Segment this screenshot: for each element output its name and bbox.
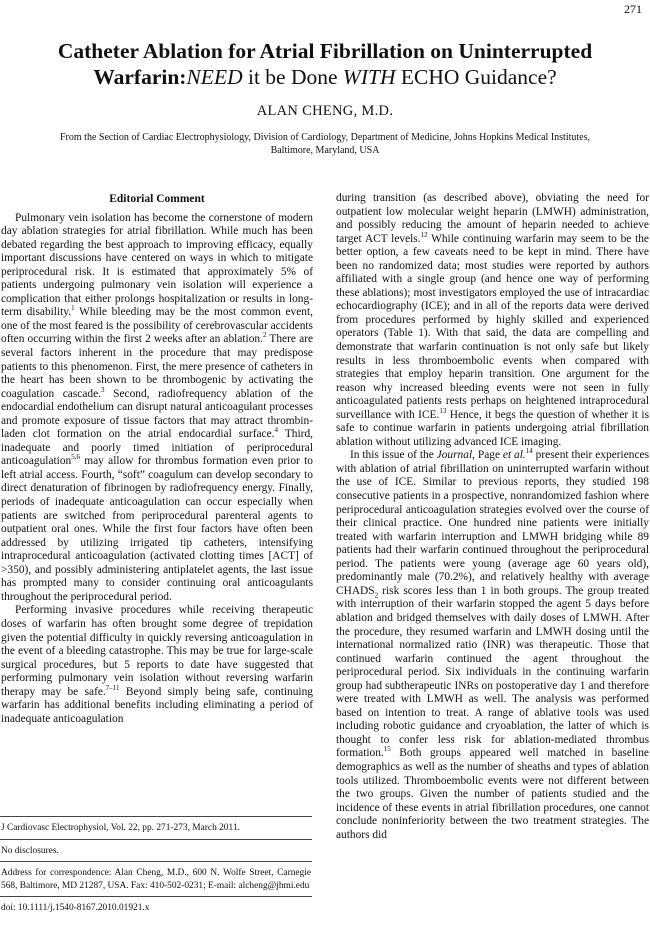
left-paragraph-2: Performing invasive procedures while receiving therapeutic doses of warfarin has often brought some degree of trepidation given the potential difficulty in quickly reversing anticoagulation in the event of a bleeding catastrophe. This may be true for large-scale surgical procedures, but 5 reports to date have suggested that performing pulmonary vein isolation without reversing warfarin therapy may be safe.$^{7-11}$ Beyond simply being safe, continuing warfarin has additional benefits including eliminating a period of inadequate anticoagulation: [1, 604, 313, 725]
et-al: et al.: [502, 449, 526, 462]
title-with: WITH: [342, 65, 396, 89]
ref-3: 3: [101, 385, 105, 394]
left-paragraph-1: Pulmonary vein isolation has become the cornerstone of modern day ablation strategies for atrial fibrillation. While much has been debated regarding the best approach to improving efficacy, equally important discussions have centered on ways in which to mitigate periprocedural risk. It is estimated that approximately 5% of patients undergoing pulmonary vein isolation will experience a complication that either prolongs hospitalization or results in long-term disability.$^1$ While bleeding may be the most common event, one of the most feared is the possibility of cerebrovascular accidents often occurring within the first 2 weeks after an ablation.$^2$ There are several factors inherent in the procedure that may predispose patients to this phenomenon. First, the mere presence of catheters in the heart has been shown to be thrombogenic by activating the coagulation cascade.$^3$ Second, radiofrequency ablation of the endocardial endothelium can disrupt natural anticoagulant processes and promote exposure of tissue factors that may attract thrombin-laden clot formation on the atrial endocardial surface.$^4$ Third, inadequate and poorly timed initiation of periprocedural anticoagulation$^{5,6}$ may allow for thrombus formation even prior to left atrial access. Fourth, “soft” coagulum can develop secondary to direct denaturation of fibrinogen by radiofrequency energy. Finally, periods of inadequate anticoagulation can occur especially when patients are switched from periprocedural parenteral agents to outpatient oral ones. While the first four factors have often been addressed by utilizing irrigated tip catheters, intensifying intraprocedural anticoagulation (activated clotting times [ACT] of >350), and possibly administering antiplatelet agents, the last issue has prompted many to consider continuing oral anticoagulants throughout the periprocedural period.: [1, 211, 314, 603]
author-name: ALAN CHENG, M.D.: [256, 103, 394, 119]
left-column: [1, 193, 313, 726]
title-line-2-lead: Warfarin:: [93, 65, 187, 89]
journal-name: Journal: [436, 449, 473, 462]
doi: doi: 10.1111/j.1540-8167.2010.01921.x: [1, 903, 150, 913]
title-line-2-mid: it be Done: [242, 65, 343, 89]
page-number: 271: [624, 2, 642, 16]
right-paragraph-1: during transition (as described above), obviating the need for outpatient low molecular weight heparin (LMWH) administration, and possibly reducing the amount of heparin needed to achieve target ACT levels.$^{12}$ While continuing warfarin may seem to be the better option, a few caveats need to be kept in mind. There have been no randomized data; most studies were reported by authors affiliated with a single group (and hence one way of performing these ablations); most investigators employed the use of intracardiac echocardiography (ICE); and in all of the reports data were derived from procedures performed by highly skilled and experienced operators (Table 1). With that said, the data are compelling and demonstrate that warfarin continuation is not only safe but likely results in less thromboembolic events when compared with strategies that employ heparin transition. One argument for the reason why increased bleeding events were not seen in fully anticoagulated patients rests perhaps on heightened intraprocedural surveillance with ICE.$^{13}$ Hence, it begs the question of whether it is safe to continue warfarin in patients undergoing atrial fibrillation ablation without utilizing advanced ICE imaging.: [336, 192, 650, 448]
author-affiliation: From the Section of Cardiac Electrophysiology, Division of Cardiology, Department of Medicine, Johns Hopkins Medical Institutes, Baltimore, Maryland, USA: [60, 132, 590, 156]
ref-15: 15: [383, 745, 391, 754]
journal-citation: J Cardiovasc Electrophysiol, Vol. 22, pp. 271-273, March 2011.: [1, 823, 240, 833]
ref-13: 13: [439, 406, 447, 415]
footnotes: [0, 816, 312, 919]
right-column: [336, 192, 649, 842]
chads-subscript: 2: [374, 591, 379, 600]
ref-5-6: 5,6: [71, 453, 80, 462]
right-paragraph-2: In this issue of the Journal, Page et al.$^{14}$ present their experiences with ablation of atrial fibrillation on uninterrupted warfarin without the use of ICE. Similar to previous reports, they studied 198 consecutive patients in a prospective, nonrandomized fashion where periprocedural anticoagulation strategies evolved over the course of their clinical practice. One hundred nine patients were initially treated with warfarin interruption and LMWH bridging while 89 patients had their warfarin continued throughout the periprocedural period. The patients were young (average age 60 years old), predominantly male (70.2%), and relatively healthy with average $CHADS_2$ risk scores less than 1 in both groups. The group treated with interruption of their warfarin stopped the agent 5 days before ablation and bridged themselves with daily doses of LMWH. After the procedure, they resumed warfarin and LMWH dosing until the international normalized ratio (INR) was therapeutic. Those that continued warfarin continued the agent throughout the periprocedural period. Six individuals in the continuing warfarin group had subtherapeutic INRs on postoperative day 1 and therefore were treated with LMWH as well. The analysis was performed based on intention to treat. A range of ablative tools was used including robotic guidance and cryoablation, the latter of which is thought to confer less risk for ablation-mediated thrombus formation.$^{15}$ Both groups appeared well matched in baseline demographics as well as the number of sheaths and types of ablation tools utilized. Thromboembolic events were not different between the two groups. Given the number of patients studied and the incidence of these events in atrial fibrillation procedures, one cannot conclude noninferiority between the two treatment strategies. The authors did: [336, 447, 650, 841]
disclosures: No disclosures.: [1, 845, 59, 856]
ref-2: 2: [262, 331, 267, 340]
section-heading: Editorial Comment: [109, 193, 205, 205]
title-need: NEED: [186, 65, 243, 89]
ref-4: 4: [274, 426, 278, 435]
ref-1: 1: [71, 304, 75, 313]
article-title: [10, 38, 640, 90]
ref-14: 14: [525, 447, 533, 456]
title-line-1: Catheter Ablation for Atrial Fibrillation on Uninterrupted: [57, 39, 593, 63]
title-line-2-end: ECHO Guidance?: [395, 65, 557, 89]
ref-12: 12: [420, 230, 428, 239]
correspondence-address: Address for correspondence: Alan Cheng, M.D., 600 N. Wolfe Street, Carnegie 568, Baltimore, MD 21287, USA. Fax: 410-502-0231; E-mail: alcheng@jhmi.edu: [1, 868, 311, 891]
ref-7-11: 7–11: [105, 683, 120, 692]
